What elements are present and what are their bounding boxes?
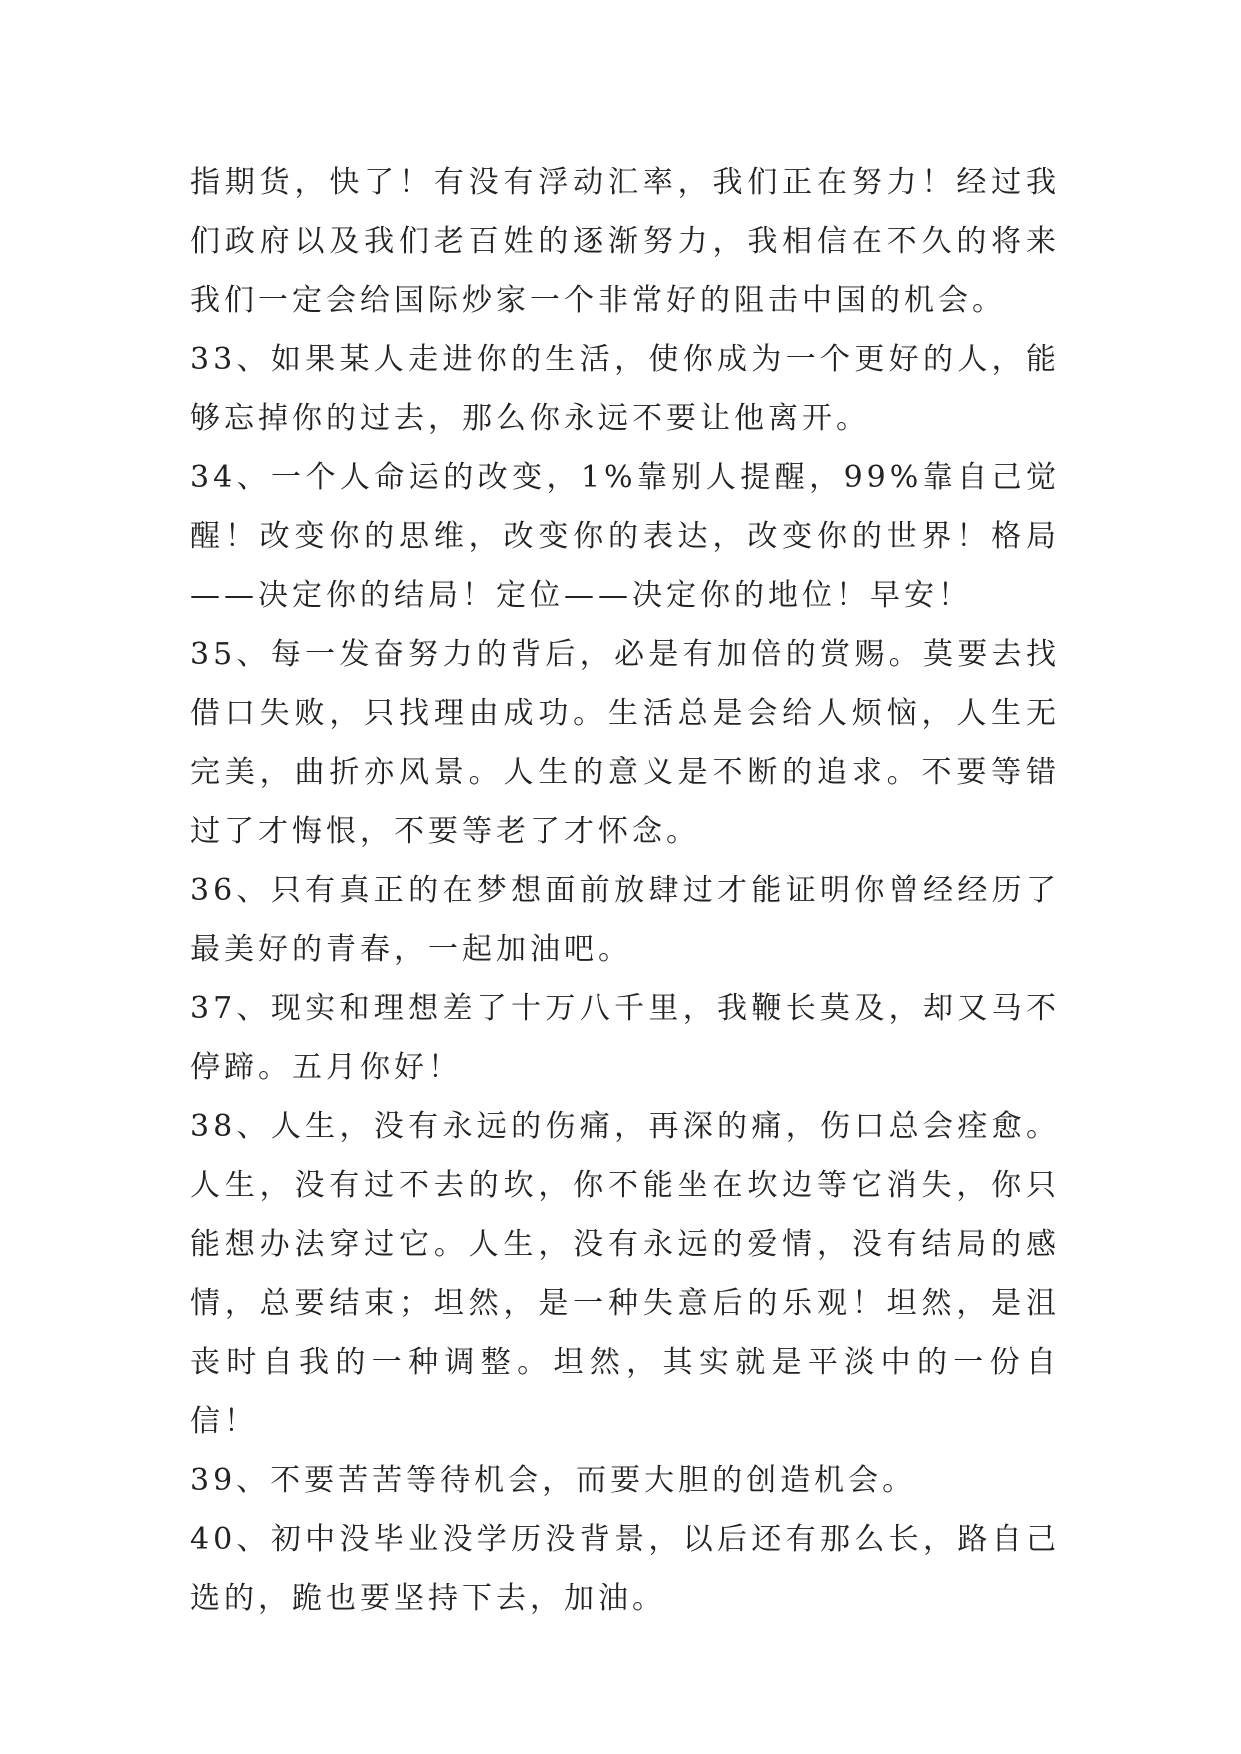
paragraph-39: 39、不要苦苦等待机会，而要大胆的创造机会。 xyxy=(190,1463,917,1498)
document-body xyxy=(190,153,1060,1628)
paragraph-35: 35、每一发奋努力的背后，必是有加倍的赏赐。莫要去找借口失败，只找理由成功。生活总是会给人烦恼，人生无完美，曲折亦风景。人生的意义是不断的追求。不要等错过了才悔恨，不要等老了才怀念。 xyxy=(190,637,1060,849)
paragraph-continued: 指期货，快了！有没有浮动汇率，我们正在努力！经过我们政府以及我们老百姓的逐渐努力，我相信在不久的将来我们一定会给国际炒家一个非常好的阻击中国的机会。 xyxy=(190,165,1060,318)
paragraph-34: 34、一个人命运的改变，1%靠别人提醒，99%靠自己觉醒！改变你的思维，改变你的表达，改变你的世界！格局——决定你的结局！定位——决定你的地位！早安！ xyxy=(190,460,1060,613)
paragraph-37: 37、现实和理想差了十万八千里，我鞭长莫及，却又马不停蹄。五月你好！ xyxy=(190,991,1060,1085)
paragraph-38: 38、人生，没有永远的伤痛，再深的痛，伤口总会痊愈。人生，没有过不去的坎，你不能坐在坎边等它消失，你只能想办法穿过它。人生，没有永远的爱情，没有结局的感情，总要结束；坦然，是一种失意后的乐观！坦然，是沮丧时自我的一种调整。坦然，其实就是平淡中的一份自信！ xyxy=(190,1109,1060,1439)
paragraph-36: 36、只有真正的在梦想面前放肆过才能证明你曾经经历了最美好的青春，一起加油吧。 xyxy=(190,873,1060,967)
paragraph-40: 40、初中没毕业没学历没背景，以后还有那么长，路自己选的，跪也要坚持下去，加油。 xyxy=(190,1522,1060,1616)
paragraph-33: 33、如果某人走进你的生活，使你成为一个更好的人，能够忘掉你的过去，那么你永远不要让他离开。 xyxy=(190,342,1060,436)
